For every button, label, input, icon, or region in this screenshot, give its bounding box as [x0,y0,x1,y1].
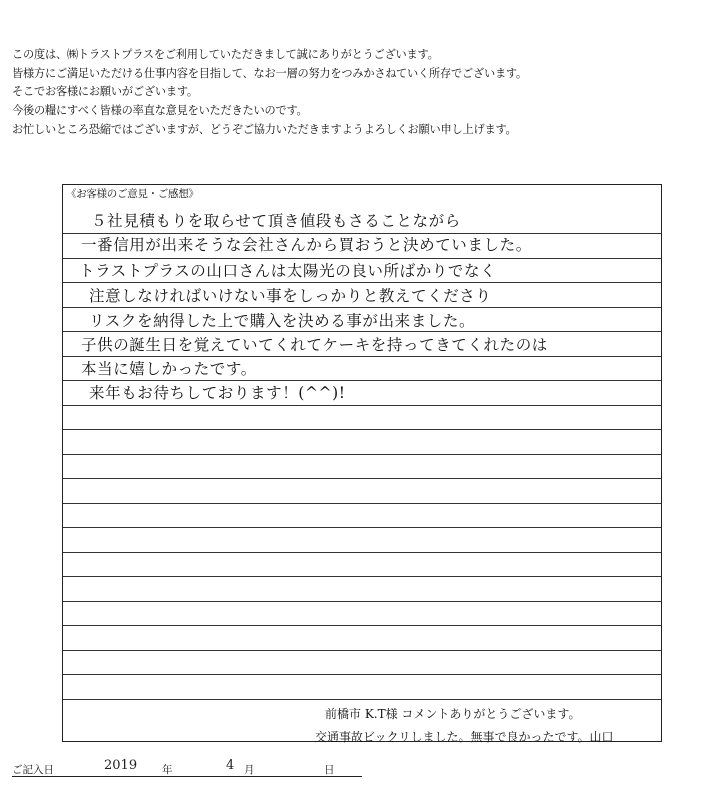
ruled-line [63,576,661,577]
entry-day-unit: 日 [324,764,335,776]
intro-line: 皆様方にご満足いただける仕事内容を目指して、なお一層の努力をつみかさねていく所存でございます。 [12,66,528,80]
ruled-line [63,478,661,479]
ruled-line [63,699,661,700]
ruled-line [63,405,661,406]
ruled-line [63,552,661,553]
staff-reply: 交通事故ビックリしました。無事で良かったです。山口 [315,730,614,744]
entry-date-label: ご記入日 [12,764,54,776]
ruled-line [63,625,661,626]
ruled-line [63,674,661,675]
entry-date [12,760,362,780]
date-underline [12,776,362,777]
feedback-line: トラストプラスの山口さんは太陽光の良い所ばかりでなく [79,262,497,280]
intro-text [12,46,712,140]
feedback-line: リスクを納得した上で購入を決める事が出来ました。 [89,312,476,330]
feedback-line: ５社見積もりを取らせて頂き値段もさることながら [91,212,461,230]
ruled-line [63,650,661,651]
intro-line: 今後の糧にすべく皆様の率直な意見をいただきたいのです。 [12,104,308,118]
ruled-line [63,282,661,283]
ruled-line [63,601,661,602]
intro-line: そこでお客様にお願いがございます。 [12,85,198,99]
ruled-line [63,429,661,430]
feedback-label: 《お客様のご意見・ご感想》 [66,188,199,200]
entry-year-unit: 年 [162,764,173,776]
feedback-line: 注意しなければいけない事をしっかりと教えてくださり [89,287,492,305]
feedback-line: 本当に嬉しかったです。 [81,360,257,378]
ruled-line [63,331,661,332]
intro-line: お忙しいところ恐縮ではございますが、どうぞご協力いただきますようよろしくお願い申し上げます。 [12,122,517,136]
entry-year: 2019 [104,758,138,773]
entry-month: 4 [226,758,235,773]
ruled-line [63,527,661,528]
ruled-line [63,454,661,455]
ruled-line [63,503,661,504]
feedback-box [62,184,662,742]
ruled-line [63,307,661,308]
feedback-line: 一番信用が出来そうな会社さんから買おうと決めていました。 [81,236,532,254]
signature: 前橋市 K.T様 コメントありがとうございます。 [325,707,581,721]
entry-month-unit: 月 [244,764,255,776]
intro-line: この度は、㈱トラストプラスをご利用していただきまして誠にありがとうございます。 [12,48,439,61]
feedback-line: 子供の誕生日を覚えていてくれてケーキを持ってきてくれたのは [81,336,548,354]
feedback-line: 来年もお待ちしております！(^^)! [89,384,346,402]
